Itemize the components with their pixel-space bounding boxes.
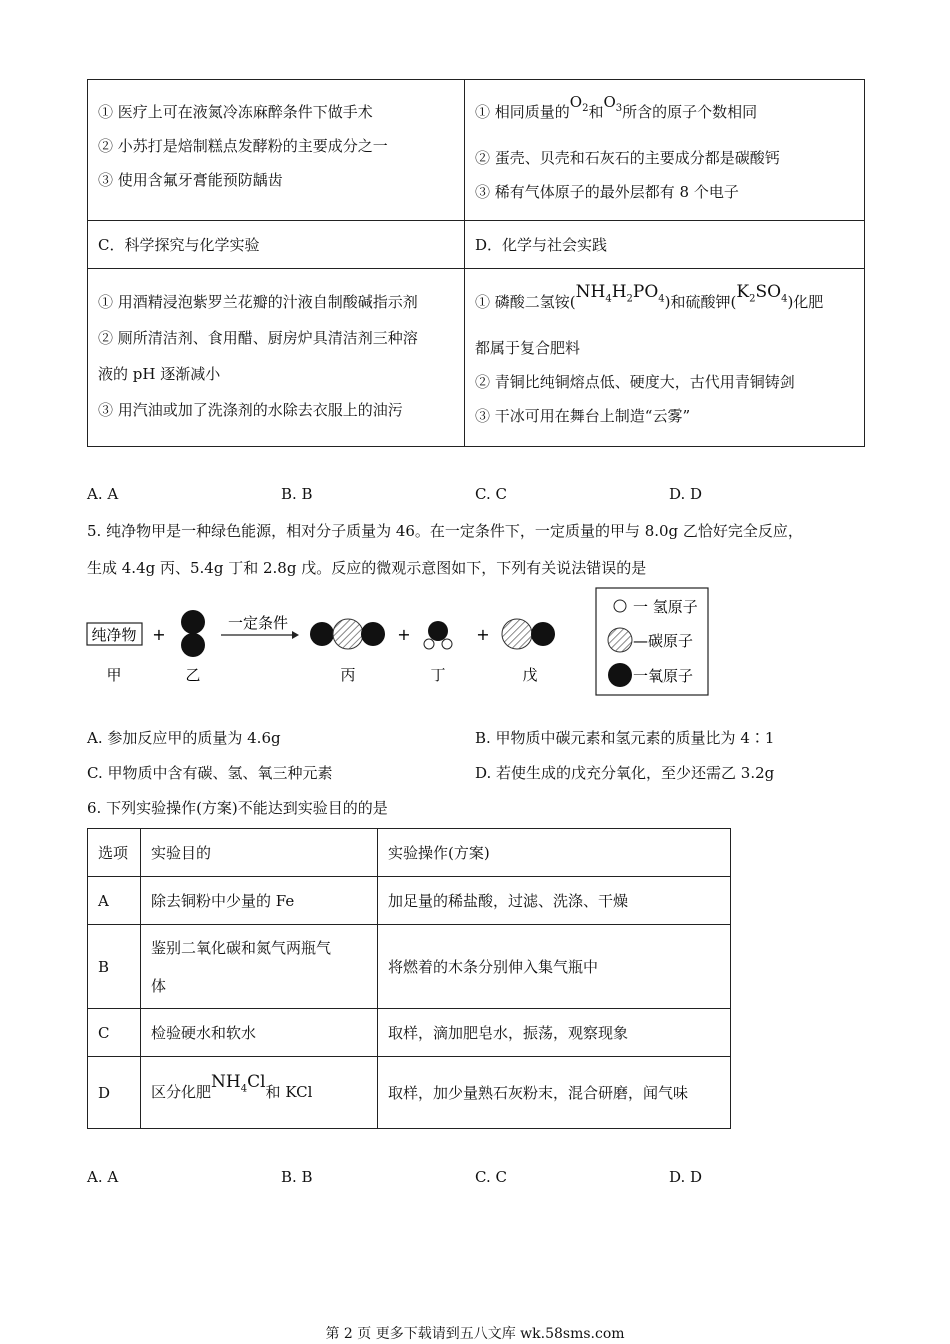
arrow-head bbox=[292, 631, 299, 639]
header-goal: 实验目的 bbox=[141, 829, 378, 877]
option-c: C. C bbox=[475, 485, 507, 503]
option-b: B. 甲物质中碳元素和氢元素的质量比为 4∶1 bbox=[475, 729, 775, 747]
hydrogen-atom bbox=[424, 639, 434, 649]
header-option: 选项 bbox=[88, 829, 141, 877]
table-row bbox=[88, 1057, 731, 1129]
row-operation: 将燃着的木条分别伸入集气瓶中 bbox=[378, 925, 731, 1009]
q4-c-line: 液的 pH 逐渐减小 bbox=[98, 365, 221, 383]
formula-o3: $O_3$ bbox=[603, 93, 623, 114]
q4-cell-c bbox=[88, 269, 465, 447]
oxygen-atom bbox=[428, 621, 448, 641]
label-bing: 丙 bbox=[340, 666, 356, 684]
row-option: C bbox=[88, 1009, 141, 1057]
legend-oxygen: 一氧原子 bbox=[633, 667, 694, 685]
q4-d-title: D．化学与社会实践 bbox=[465, 221, 865, 269]
option-d: D. D bbox=[669, 485, 703, 503]
row-operation: 取样，滴加肥皂水，振荡，观察现象 bbox=[378, 1009, 731, 1057]
option-d: D. 若使生成的戊充分氧化，至少还需乙 3.2g bbox=[475, 764, 775, 782]
option-c: C. C bbox=[475, 1168, 507, 1186]
q4-cell-d bbox=[465, 269, 865, 447]
q4-d-line: ② 青铜比纯铜熔点低、硬度大，古代用青铜铸剑 bbox=[475, 373, 795, 391]
legend-carbon: —碳原子 bbox=[633, 632, 694, 650]
hydrogen-atom bbox=[442, 639, 452, 649]
legend-hydrogen-icon bbox=[614, 600, 626, 612]
q4-a-line: ③ 使用含氟牙膏能预防龋齿 bbox=[98, 171, 283, 189]
formula-nh4h2po4: $NH_4H_2PO_4$ bbox=[575, 282, 665, 305]
header-operation: 实验操作(方案) bbox=[378, 829, 731, 877]
legend-hydrogen: 一 氢原子 bbox=[633, 598, 698, 616]
oxygen-atom bbox=[310, 622, 334, 646]
label-ding: 丁 bbox=[430, 666, 446, 684]
q4-d-line: 都属于复合肥料 bbox=[475, 339, 581, 357]
table-row bbox=[88, 925, 731, 1009]
q4-b-line1: ① 相同质量的$O_2$和$O_3$所含的原子个数相同 bbox=[475, 93, 758, 121]
plus-sign: + bbox=[397, 625, 411, 644]
option-d: D. D bbox=[669, 1168, 703, 1186]
row-option: D bbox=[88, 1057, 141, 1129]
q4-a-line: ② 小苏打是焙制糕点发酵粉的主要成分之一 bbox=[98, 137, 388, 155]
q6-stem: 6. 下列实验操作(方案)不能达到实验目的的是 bbox=[87, 799, 388, 817]
q4-cell-b bbox=[465, 80, 865, 221]
option-a: A. A bbox=[87, 1168, 119, 1186]
oxygen-atom bbox=[361, 622, 385, 646]
q4-d-line: ③ 干冰可用在舞台上制造“云雾” bbox=[475, 407, 691, 425]
oxygen-atom bbox=[531, 622, 555, 646]
q4-cell-a bbox=[88, 80, 465, 221]
q4-d-line1: ① 磷酸二氢铵$(NH_4H_2PO_4)$和硫酸钾$(K_2SO_4)$化肥 bbox=[475, 282, 824, 311]
plus-sign: + bbox=[152, 625, 166, 644]
carbon-atom bbox=[502, 619, 532, 649]
plus-sign: + bbox=[476, 625, 490, 644]
row-option: B bbox=[88, 925, 141, 1009]
row-goal: 区分化肥$NH_4Cl$和 KCl bbox=[141, 1057, 378, 1129]
option-c: C. 甲物质中含有碳、氢、氧三种元素 bbox=[87, 764, 333, 782]
page-footer: 第 2 页 更多下载请到五八文库 wk.58sms.com bbox=[325, 1326, 625, 1342]
carbon-atom bbox=[333, 619, 363, 649]
option-a: A. A bbox=[87, 485, 119, 503]
row-operation: 加足量的稀盐酸，过滤、洗涤、干燥 bbox=[378, 877, 731, 925]
reaction-diagram bbox=[80, 585, 720, 700]
row-goal: 检验硬水和软水 bbox=[141, 1009, 378, 1057]
row-goal: 鉴别二氧化碳和氮气两瓶气 体 bbox=[141, 925, 378, 1009]
q4-b-line: ③ 稀有气体原子的最外层都有 8 个电子 bbox=[475, 183, 739, 201]
q6-table bbox=[87, 828, 731, 1129]
oxygen-atom bbox=[181, 610, 205, 634]
row-option: A bbox=[88, 877, 141, 925]
q4-c-title: C．科学探究与化学实验 bbox=[88, 221, 465, 269]
option-a: A. 参加反应甲的质量为 4.6g bbox=[87, 729, 281, 747]
oxygen-atom bbox=[181, 633, 205, 657]
label-yi: 乙 bbox=[185, 666, 201, 684]
q4-c-line: ① 用酒精浸泡紫罗兰花瓣的汁液自制酸碱指示剂 bbox=[98, 293, 418, 311]
row-goal: 除去铜粉中少量的 Fe bbox=[141, 877, 378, 925]
q4-c-line: ② 厕所清洁剂、食用醋、厨房炉具清洁剂三种溶 bbox=[98, 329, 418, 347]
row-operation: 取样，加少量熟石灰粉末，混合研磨，闻气味 bbox=[378, 1057, 731, 1129]
formula-o2: $O_2$ bbox=[569, 93, 589, 114]
q4-c-line: ③ 用汽油或加了洗涤剂的水除去衣服上的油污 bbox=[98, 401, 403, 419]
table-row bbox=[88, 1009, 731, 1057]
formula-nh4cl: $NH_4Cl$ bbox=[211, 1071, 266, 1095]
legend-oxygen-icon bbox=[608, 663, 632, 687]
q5-stem-line1: 5. 纯净物甲是一种绿色能源，相对分子质量为 46。在一定条件下，一定质量的甲与 8.0g 乙恰好完全反应， bbox=[87, 522, 803, 540]
option-b: B. B bbox=[281, 1168, 313, 1186]
q5-stem-line2: 生成 4.4g 丙、5.4g 丁和 2.8g 戊。反应的微观示意图如下，下列有关说法错误的是 bbox=[87, 559, 647, 577]
formula-k2so4: $K_2SO_4$ bbox=[736, 282, 788, 305]
option-b: B. B bbox=[281, 485, 313, 503]
q4-table bbox=[87, 79, 865, 447]
q4-b-line: ② 蛋壳、贝壳和石灰石的主要成分都是碳酸钙 bbox=[475, 149, 780, 167]
q4-a-line: ① 医疗上可在液氮冷冻麻醉条件下做手术 bbox=[98, 103, 373, 121]
condition-text: 一定条件 bbox=[227, 614, 289, 632]
legend-carbon-icon bbox=[608, 628, 632, 652]
pure-substance-text: 纯净物 bbox=[91, 626, 137, 644]
label-jia: 甲 bbox=[106, 666, 122, 684]
label-wu: 戊 bbox=[522, 666, 538, 684]
table-row bbox=[88, 877, 731, 925]
